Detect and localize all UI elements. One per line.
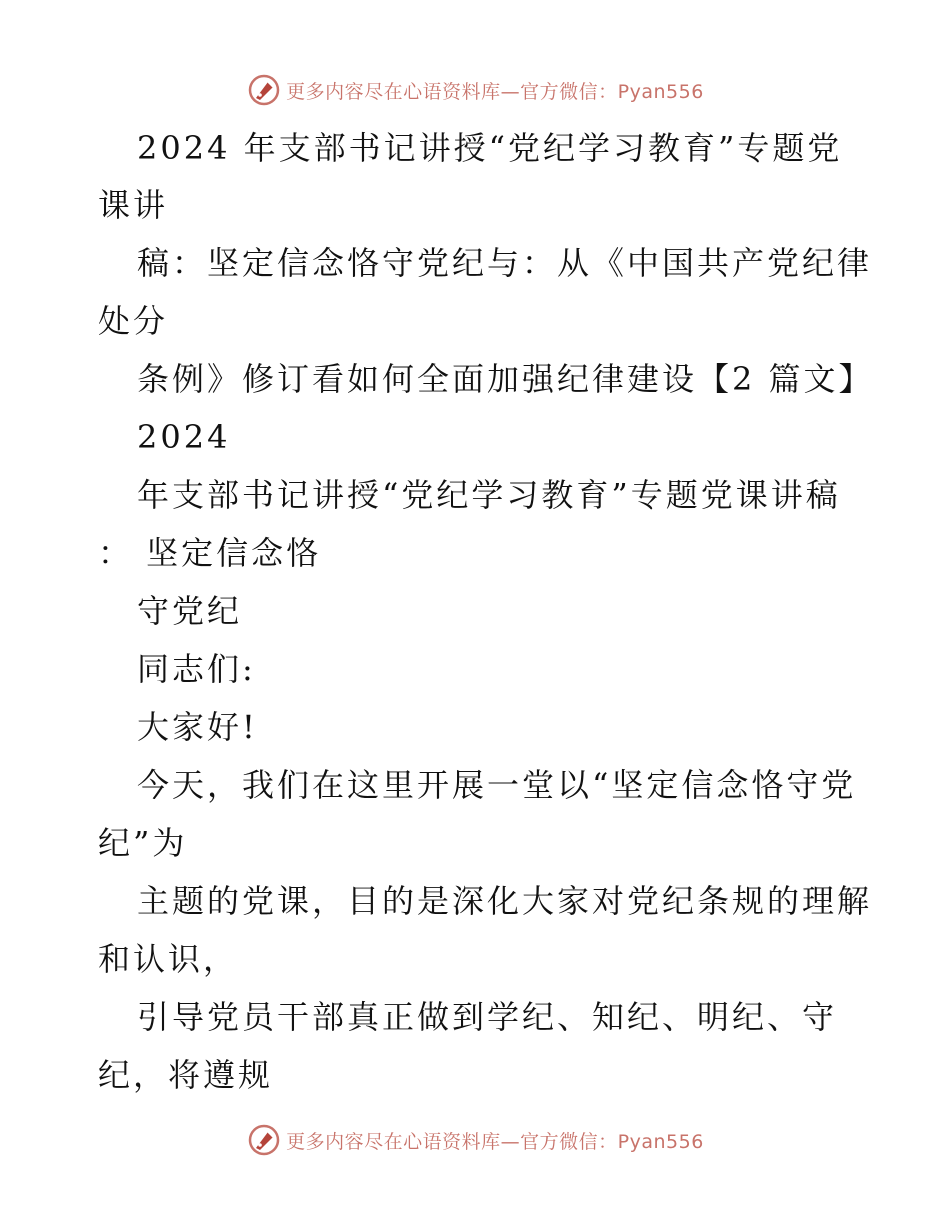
header-watermark-banner: [0, 70, 950, 110]
text-line: 纪，将遵规: [98, 1056, 274, 1094]
text-line: 同志们:: [137, 650, 256, 688]
text-line: 2024: [137, 418, 231, 456]
text-line: 守党纪: [137, 592, 243, 630]
text-line: 条例》修订看如何全面加强纪律建设【2 篇文】: [137, 360, 874, 398]
text-line: 课讲: [98, 186, 169, 224]
text-line: 稿：坚定信念恪守党纪与：从《中国共产党纪律: [137, 244, 873, 282]
text-line: 和认识，: [98, 940, 239, 978]
text-line: 主题的党课，目的是深化大家对党纪条规的理解: [137, 882, 873, 920]
watermark-text: 更多内容尽在心语资料库—官方微信：Pyan556: [286, 80, 704, 103]
text-line: ： 坚定信念恪: [98, 534, 322, 572]
text-line: 今天，我们在这里开展一堂以“坚定信念恪守党: [137, 766, 857, 804]
watermark-text: 更多内容尽在心语资料库—官方微信：Pyan556: [286, 1130, 704, 1153]
text-line: 2024 年支部书记讲授“党纪学习教育”专题党: [137, 129, 843, 167]
text-line: 年支部书记讲授“党纪学习教育”专题党课讲稿: [137, 476, 841, 514]
pen-nib-logo-icon: [246, 1122, 282, 1158]
text-line: 大家好!: [137, 708, 258, 746]
text-line: 处分: [98, 302, 169, 340]
text-line: 纪”为: [98, 824, 188, 862]
footer-watermark-banner: [0, 1120, 950, 1160]
text-line: 引导党员干部真正做到学纪、知纪、明纪、守: [137, 998, 838, 1036]
pen-nib-logo-icon: [246, 72, 282, 108]
